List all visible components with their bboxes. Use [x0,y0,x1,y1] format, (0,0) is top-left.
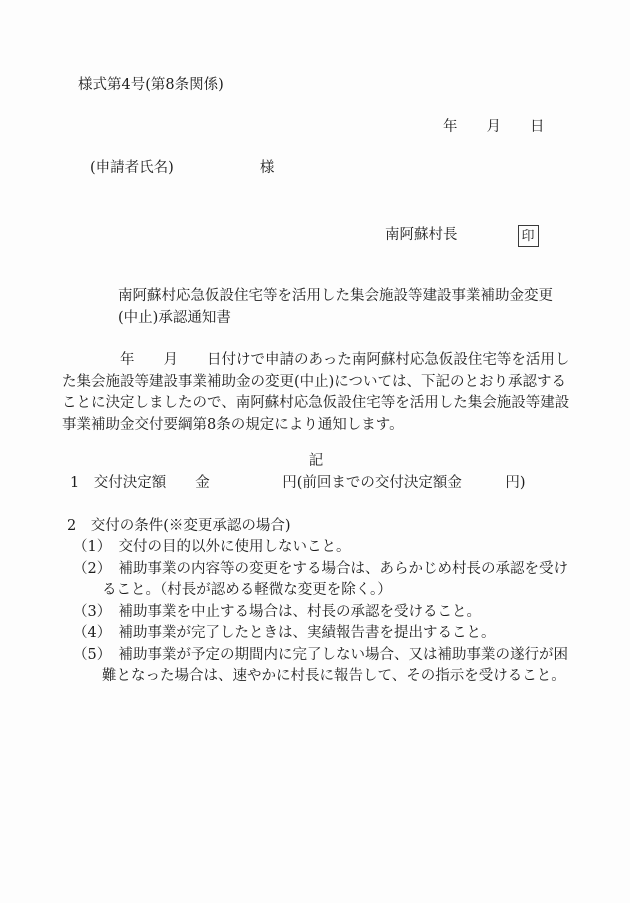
issuer-row [385,225,539,247]
condition-3: （3） 補助事業を中止する場合は、村長の承認を受けること。 [73,603,481,620]
seal-stamp: 印 [518,225,539,247]
body-line-2: た集会施設等建設事業補助金の変更(中止)については、下記のとおり承認する [62,373,567,390]
body-paragraph [62,350,569,436]
condition-1: （1） 交付の目的以外に使用しないこと。 [73,539,351,555]
record-section [62,451,570,688]
condition-5-line-1: （5） 補助事業が予定の期間内に完了しない場合、又は補助事業の遂行が困 [73,646,568,663]
document-title [118,286,553,329]
applicant-name-label: (申請者氏名) [90,160,174,176]
condition-2-line-2: ること。（村長が認める軽微な変更を除く。） [73,582,392,598]
title-line-2: (中止)承認通知書 [118,309,231,326]
applicant-row [90,158,274,180]
condition-2-line-1: （2） 補助事業の内容等の変更をする場合は、あらかじめ村長の承認を受け [73,560,568,577]
condition-4: （4） 補助事業が完了したときは、実績報告書を提出すること。 [73,625,496,641]
item-1-grant-amount: 1 交付決定額 金 円(前回までの交付決定額金 円) [70,474,526,491]
issuer-title: 南阿蘇村長 [385,227,458,244]
record-marker: 記 [308,453,324,469]
title-line-1: 南阿蘇村応急仮設住宅等を活用した集会施設等建設事業補助金変更 [118,288,553,304]
body-line-1: 年 月 日付けで申請のあった南阿蘇村応急仮設住宅等を活用し [62,352,570,368]
body-line-4: 事業補助金交付要綱第8条の規定により通知します。 [62,416,404,433]
date-line: 年 月 日 [443,119,545,135]
body-line-3: ことに決定しましたので、南阿蘇村応急仮設住宅等を活用した集会施設等建設 [62,395,570,411]
spacer-line [62,494,570,516]
applicant-honorific: 様 [259,160,275,176]
item-2-conditions-heading: 2 交付の条件(※変更承認の場合) [67,517,291,534]
condition-5-line-2: 難となった場合は、速やかに村長に報告して、その指示を受けること。 [73,668,566,684]
form-number: 様式第4号(第8条関係) [78,77,224,93]
